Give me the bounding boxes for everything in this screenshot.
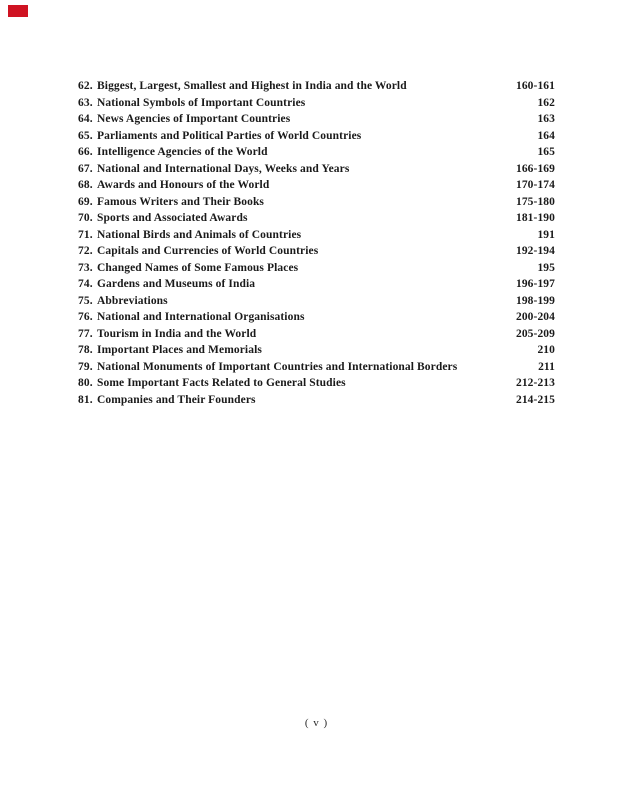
toc-entry-number: 70. [78, 212, 93, 225]
toc-entry-title: Awards and Honours of the World [97, 179, 270, 192]
toc-entry-number: 72. [78, 245, 93, 258]
toc-entry-number: 81. [78, 393, 93, 406]
toc-entry-pages: 210 [537, 344, 555, 357]
toc-entry [78, 194, 555, 211]
toc-entry-pages: 166-169 [515, 162, 555, 175]
toc-entry [78, 293, 555, 310]
toc-entry [78, 78, 555, 95]
toc-entry-number: 77. [78, 327, 93, 340]
toc-entry-title: Capitals and Currencies of World Countries [97, 245, 319, 258]
toc-entry-title: Some Important Facts Related to General Studies [97, 377, 346, 390]
toc-entry-pages: 192-194 [515, 245, 555, 258]
toc-entry [78, 111, 555, 128]
toc-entry [78, 392, 555, 409]
toc-entry [78, 276, 555, 293]
toc-entry-pages: 165 [537, 146, 555, 159]
toc-entry-pages: 198-199 [515, 294, 555, 307]
toc-entry-title: Parliaments and Political Parties of World Countries [97, 129, 362, 142]
toc-entry-title: National and International Days, Weeks and Years [97, 162, 350, 175]
toc-entry-pages: 175-180 [515, 195, 555, 208]
toc-entry [78, 227, 555, 244]
toc-entry [78, 260, 555, 277]
red-corner-mark [8, 5, 28, 17]
toc-entry-number: 73. [78, 261, 93, 274]
toc-entry-title: National Symbols of Important Countries [97, 96, 306, 109]
toc-entry [78, 95, 555, 112]
toc-entry-pages: 164 [537, 129, 555, 142]
toc-entry-title: Changed Names of Some Famous Places [97, 261, 299, 274]
toc-entry-number: 67. [78, 162, 93, 175]
toc-entry [78, 359, 555, 376]
toc-entry-number: 65. [78, 129, 93, 142]
toc-entry-pages: 195 [537, 261, 555, 274]
toc-entry [78, 210, 555, 227]
toc-entry-number: 76. [78, 311, 93, 324]
toc-entry-title: Important Places and Memorials [97, 344, 262, 357]
toc-entry-title: National and International Organisations [97, 311, 305, 324]
toc-entry-number: 62. [78, 80, 93, 93]
toc-entry-title: Companies and Their Founders [97, 393, 256, 406]
toc-entry-number: 66. [78, 146, 93, 159]
toc-entry-pages: 211 [538, 360, 555, 373]
toc-entry-title: National Birds and Animals of Countries [97, 228, 302, 241]
toc-entry-title: News Agencies of Important Countries [97, 113, 291, 126]
toc-entry-pages: 191 [537, 228, 555, 241]
toc-entry-pages: 162 [537, 96, 555, 109]
toc-entry-title: Abbreviations [97, 294, 168, 307]
toc-entry-number: 69. [78, 195, 93, 208]
toc-entry [78, 243, 555, 260]
toc-entry-pages: 212-213 [515, 377, 555, 390]
toc-entry-title: Biggest, Largest, Smallest and Highest in India and the World [97, 80, 407, 93]
toc-entry-number: 71. [78, 228, 93, 241]
toc-entry-pages: 160-161 [515, 80, 555, 93]
toc-entry-number: 78. [78, 344, 93, 357]
toc-entry [78, 128, 555, 145]
toc-entry-number: 63. [78, 96, 93, 109]
toc-entry-number: 79. [78, 360, 93, 373]
toc-entry-title: Sports and Associated Awards [97, 212, 248, 225]
toc-list [78, 78, 555, 408]
toc-entry [78, 342, 555, 359]
toc-entry-title: Gardens and Museums of India [97, 278, 256, 291]
toc-entry-number: 68. [78, 179, 93, 192]
toc-entry-title: Intelligence Agencies of the World [97, 146, 268, 159]
toc-entry [78, 161, 555, 178]
toc-entry-pages: 200-204 [515, 311, 555, 324]
toc-entry [78, 144, 555, 161]
toc-entry [78, 326, 555, 343]
toc-entry-title: National Monuments of Important Countries and International Borders [97, 360, 458, 373]
toc-entry-number: 75. [78, 294, 93, 307]
toc-entry-pages: 214-215 [515, 393, 555, 406]
toc-entry [78, 309, 555, 326]
toc-entry-number: 64. [78, 113, 93, 126]
toc-entry [78, 177, 555, 194]
toc-entry [78, 375, 555, 392]
toc-entry-title: Famous Writers and Their Books [97, 195, 265, 208]
toc-entry-number: 80. [78, 377, 93, 390]
toc-entry-number: 74. [78, 278, 93, 291]
toc-entry-pages: 170-174 [515, 179, 555, 192]
toc-entry-pages: 181-190 [515, 212, 555, 225]
page-folio: ( v ) [304, 717, 329, 729]
toc-entry-pages: 196-197 [515, 278, 555, 291]
toc-entry-pages: 163 [537, 113, 555, 126]
toc-entry-pages: 205-209 [515, 327, 555, 340]
toc-entry-title: Tourism in India and the World [97, 327, 257, 340]
